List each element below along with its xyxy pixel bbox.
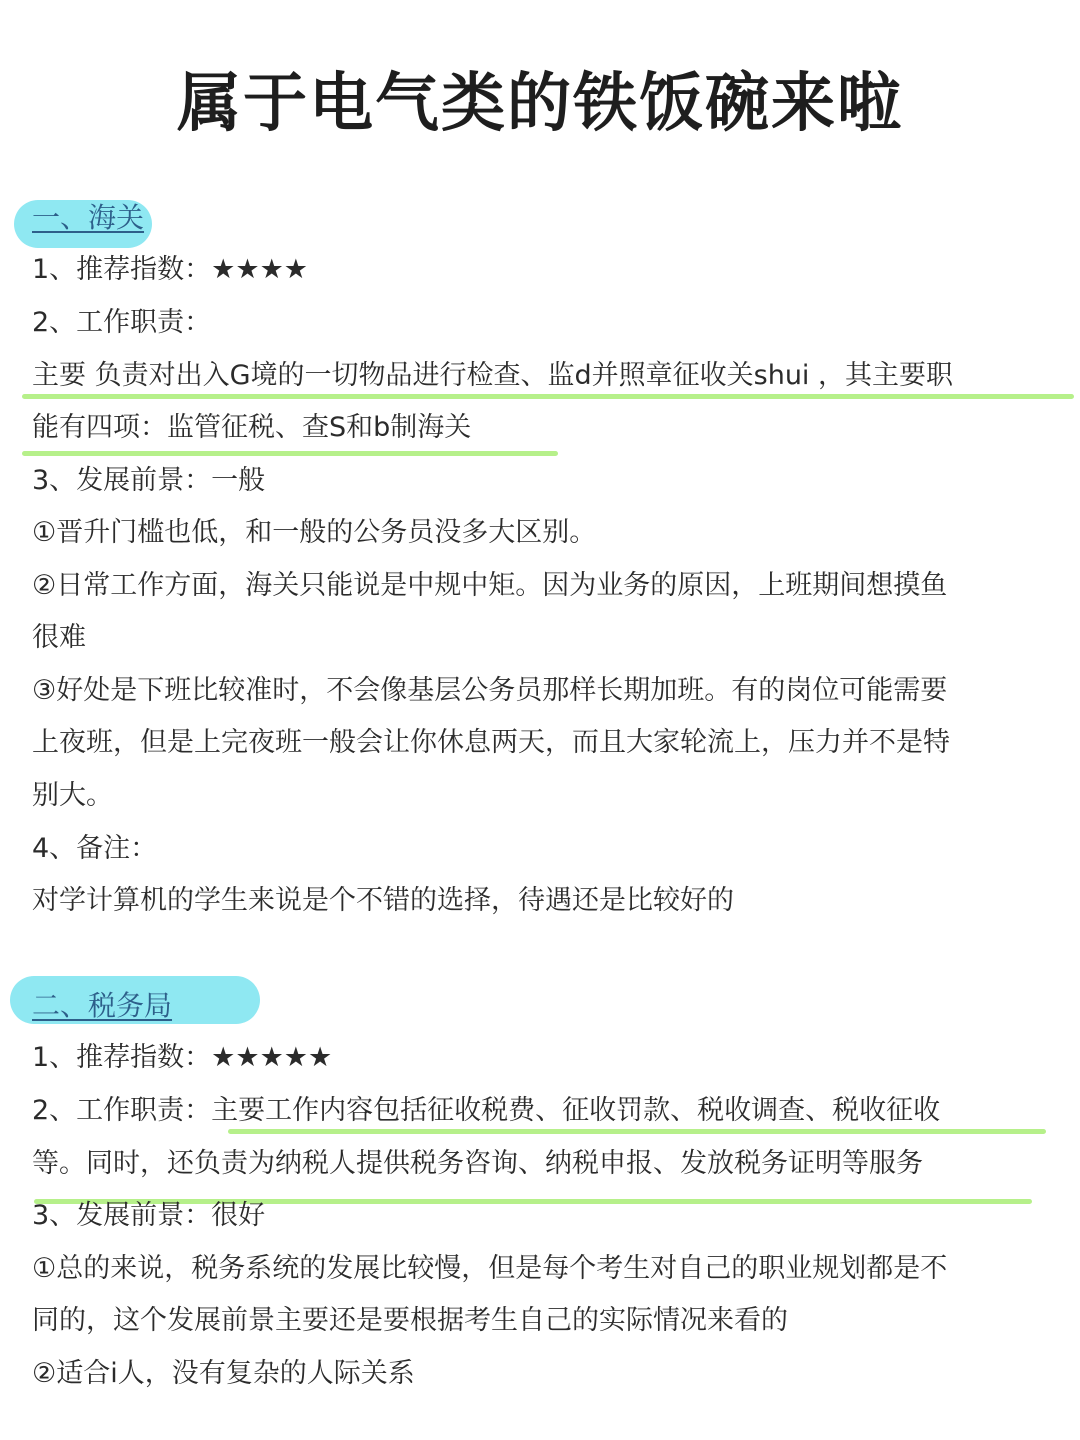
section-1-line-4: 能有四项：监管征税、查S和b制海关	[32, 412, 472, 443]
section-1-heading: 一、海关	[32, 201, 145, 234]
section-2-line-6: 同的，这个发展前景主要还是要根据考生自己的实际情况来看的	[32, 1305, 788, 1336]
page-title: 属于电气类的铁饭碗来啦	[177, 67, 903, 141]
section-1-line-2: 2、工作职责：	[32, 307, 212, 338]
section-1-line-6: ①晋升门槛也低，和一般的公务员没多大区别。	[32, 517, 597, 548]
section-1-line-7: ②日常工作方面，海关只能说是中规中矩。因为业务的原因，上班期间想摸鱼	[32, 570, 948, 601]
section-2-line-3: 等。同时，还负责为纳税人提供税务咨询、纳税申报、发放税务证明等服务	[32, 1148, 923, 1179]
section-1-line-8: 很难	[32, 622, 86, 653]
section-1-line-1: 1、推荐指数：★★★★	[32, 254, 308, 285]
section-1-line-10: 上夜班，但是上完夜班一般会让你休息两天，而且大家轮流上，压力并不是特	[32, 727, 950, 758]
section-2-line-5: ①总的来说，税务系统的发展比较慢，但是每个考生对自己的职业规划都是不	[32, 1253, 948, 1284]
section-1-line-5: 3、发展前景：一般	[32, 465, 266, 496]
section-1-line-11: 别大。	[32, 780, 113, 811]
section-1-line-9: ③好处是下班比较准时，不会像基层公务员那样长期加班。有的岗位可能需要	[32, 675, 948, 706]
section-1-underline-2	[22, 451, 558, 456]
section-2-line-1: 1、推荐指数：★★★★★	[32, 1042, 333, 1073]
section-2-line-7: ②适合i人，没有复杂的人际关系	[32, 1358, 415, 1389]
section-2-line-4: 3、发展前景：很好	[32, 1200, 266, 1231]
section-1-line-12: 4、备注：	[32, 833, 158, 864]
section-1-line-3: 主要 负责对出入G境的一切物品进行检查、监d并照章征收关shui ，其主要职	[32, 360, 954, 391]
section-1-line-13: 对学计算机的学生来说是个不错的选择，待遇还是比较好的	[32, 885, 734, 916]
section-2-heading: 二、税务局	[32, 989, 173, 1022]
section-2-line-2: 2、工作职责：主要工作内容包括征收税费、征收罚款、税收调查、税收征收	[32, 1095, 941, 1126]
